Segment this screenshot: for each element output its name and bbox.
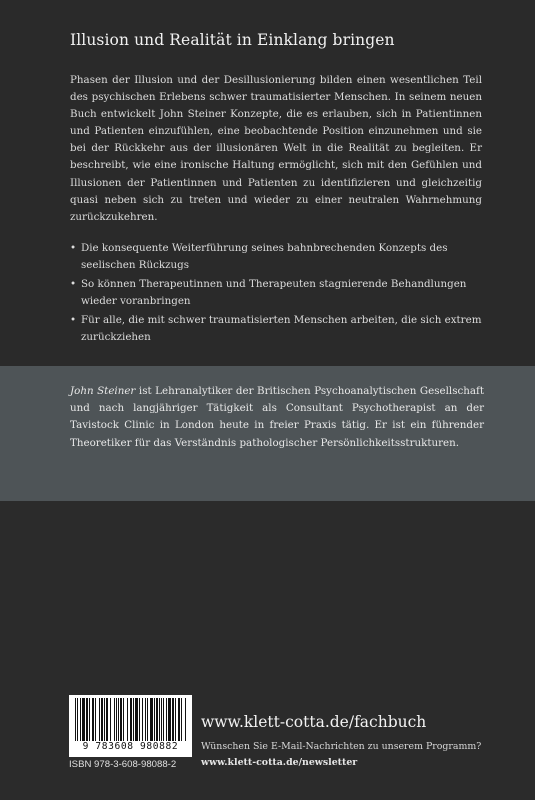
bullet-item: • Die konsequente Weiterführung seines bahnbrechenden Konzepts des seelischen Rückzugs [70,240,500,274]
barcode-bar [82,698,85,741]
author-bio [70,383,484,452]
barcode-bar [172,698,174,741]
barcode-bar [80,698,81,741]
description-paragraph: Phasen der Illusion und der Desillusionierung bilden einen wesentlichen Teil des psychischen Erlebens schwer traumatisierter Menschen. In seinem neuen Buch entwickelt John Steiner Konzepte, die es erlauben, sich in Patientinnen und Patienten einzufühlen, eine beobachtende Position einzunehmen und sie bei der Rückkehr aus der illusionären Welt in die Realität zu begleiten. Er beschreibt, wie eine ironische Haltung ermöglicht, sich mit den Gefühlen und Illusionen der Patientinnen und Patienten zu identifizieren und gleichzeitig quasi neben sich zu treten und wieder zu einer neutralen Wahrnehmung zurückzukehren. [70,74,482,223]
publisher-url[interactable]: www.klett-cotta.de/fachbuch [201,713,427,731]
barcode-bar [123,698,124,741]
barcode-bar [166,698,167,741]
barcode-bar [181,698,182,741]
barcode-digits: 9 783608 980882 [82,741,179,752]
barcode-bar [114,698,115,741]
barcode-bar [118,698,119,741]
barcode-bar [116,698,117,741]
barcode-bar [156,698,158,741]
author-bio-band [0,366,535,501]
author-name: John Steiner [70,385,136,397]
author-bio-text: ist Lehranalytiker der Britischen Psychoanalytischen Gesellschaft und nach langjähriger Tätigkeit als Consultant Psychotherapist an der Tavistock Clinic in London heute in freier Praxis tätig. Er ist ein führender Theoretiker für das Verständnis pathologischer Persönlichkeitsstrukturen. [70,385,484,449]
barcode-bar [92,698,94,741]
bullet-item: • So können Therapeutinnen und Therapeuten stagnierende Behandlungen wieder voranbringen [70,276,500,310]
barcode-bar [142,698,143,741]
bullet-item: • Für alle, die mit schwer traumatisierten Menschen arbeiten, die sich extrem zurückziehen [70,312,500,346]
barcode-bar [175,698,176,741]
barcode-bar [178,698,180,741]
barcode-bar [185,698,186,741]
barcode-bar [168,698,171,741]
isbn: ISBN 978-3-608-98088-2 [69,759,177,770]
barcode-bar [75,698,76,741]
barcode-bar [89,698,90,741]
barcode-bar [110,698,111,741]
barcode-bar [150,698,153,741]
barcode-bar [106,698,108,741]
barcode-bar [147,698,148,741]
barcode-bars [73,698,188,741]
newsletter-question: Wünschen Sie E-Mail-Nachrichten zu unserem Programm? [201,741,482,752]
newsletter-url[interactable]: www.klett-cotta.de/newsletter [201,757,358,768]
barcode-bar [101,698,103,741]
barcode-bar [130,698,132,741]
barcode-bar [159,698,160,741]
barcode-bar [104,698,105,741]
barcode-bar [139,698,140,741]
barcode-bar [99,698,100,741]
barcode-bar [77,698,78,741]
barcode-bar [95,698,96,741]
headline: Illusion und Realität in Einklang bringen [70,31,395,49]
barcode-bar [86,698,88,741]
barcode [69,695,192,757]
bullet-list [70,240,500,349]
barcode-bar [145,698,146,741]
barcode-bar [163,698,164,741]
barcode-bar [161,698,162,741]
barcode-bar [154,698,155,741]
barcode-bar [135,698,138,741]
barcode-bar [127,698,128,741]
barcode-bar [120,698,122,741]
barcode-bar [133,698,134,741]
